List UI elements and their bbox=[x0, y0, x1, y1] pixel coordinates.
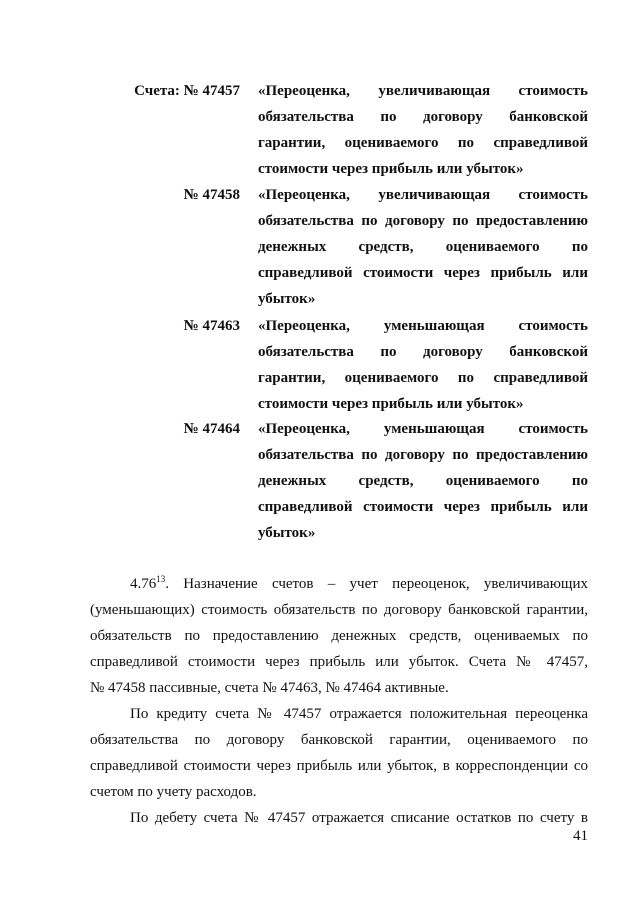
account-number: № 47463 bbox=[183, 318, 240, 334]
description-line: стоимости через прибыль или убыток» bbox=[258, 396, 524, 412]
description-line: обязательства по договору по предоставлению bbox=[258, 447, 588, 463]
account-description bbox=[258, 182, 588, 312]
description-line: стоимости через прибыль или убыток» bbox=[258, 161, 524, 177]
footnote-marker: 13 bbox=[156, 574, 166, 584]
paragraph-line: счетом по учету расходов. bbox=[90, 784, 257, 800]
account-number: № 47464 bbox=[183, 421, 240, 437]
accounts-prefix: Счета: bbox=[134, 83, 180, 99]
description-line: обязательства по договору банковской bbox=[258, 109, 588, 125]
paragraph-line: По дебету счета № 47457 отражается списание остатков по счету в bbox=[130, 810, 588, 826]
page-number: 41 bbox=[573, 828, 588, 844]
description-line: гарантии, оцениваемого по справедливой bbox=[258, 135, 588, 151]
description-line: убыток» bbox=[258, 291, 316, 307]
credit-paragraph bbox=[90, 701, 588, 805]
description-line: справедливой стоимости через прибыль или bbox=[258, 499, 588, 515]
paragraph-line: обязательств по предоставлению денежных средств, оцениваемых по bbox=[90, 628, 588, 644]
description-line: обязательства по договору по предоставлению bbox=[258, 213, 588, 229]
description-line: «Переоценка, уменьшающая стоимость bbox=[258, 421, 588, 437]
description-line: денежных средств, оцениваемого по bbox=[258, 239, 588, 255]
paragraph-line bbox=[90, 571, 588, 597]
description-line: обязательства по договору банковской bbox=[258, 344, 588, 360]
paragraph-line: справедливой стоимости через прибыль или убыток, в корреспонденции со bbox=[90, 758, 588, 774]
account-number: № 47457 bbox=[183, 83, 240, 99]
section-first-line: . Назначение счетов – учет переоценок, увеличивающих bbox=[165, 576, 588, 592]
account-description bbox=[258, 313, 588, 417]
account-description bbox=[258, 416, 588, 546]
paragraph-line: обязательства по договору банковской гарантии, оцениваемого по bbox=[90, 732, 588, 748]
account-label bbox=[134, 78, 240, 104]
section-paragraph bbox=[90, 571, 588, 701]
paragraph-line: По кредиту счета № 47457 отражается положительная переоценка bbox=[130, 706, 588, 722]
description-line: «Переоценка, увеличивающая стоимость bbox=[258, 187, 588, 203]
description-line: справедливой стоимости через прибыль или bbox=[258, 265, 588, 281]
account-description bbox=[258, 78, 588, 182]
debit-paragraph bbox=[90, 805, 588, 831]
description-line: «Переоценка, уменьшающая стоимость bbox=[258, 318, 588, 334]
description-line: денежных средств, оцениваемого по bbox=[258, 473, 588, 489]
paragraph-line: № 47458 пассивные, счета № 47463, № 47464 активные. bbox=[90, 680, 449, 696]
paragraph-line: справедливой стоимости через прибыль или убыток. Счета № 47457, bbox=[90, 654, 588, 670]
description-line: «Переоценка, увеличивающая стоимость bbox=[258, 83, 588, 99]
account-number: № 47458 bbox=[183, 187, 240, 203]
paragraph-line: (уменьшающих) стоимость обязательств по договору банковской гарантии, bbox=[90, 602, 588, 618]
description-line: убыток» bbox=[258, 525, 316, 541]
description-line: гарантии, оцениваемого по справедливой bbox=[258, 370, 588, 386]
section-number: 4.76 bbox=[130, 576, 157, 592]
